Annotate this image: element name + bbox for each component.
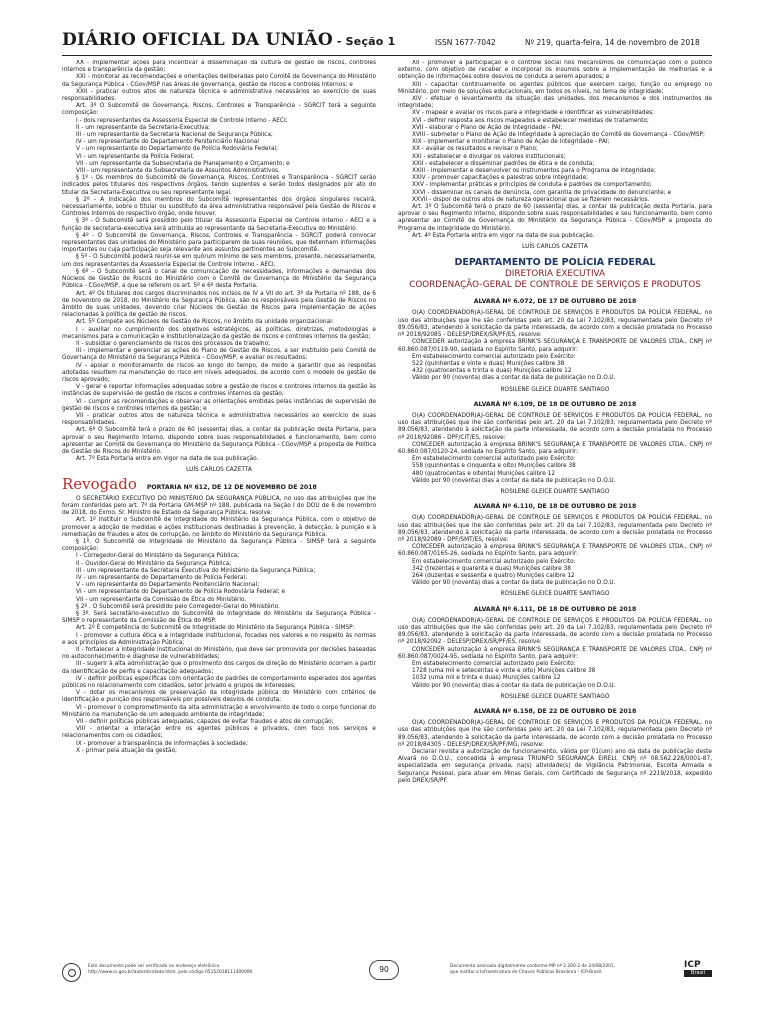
department-title: DEPARTAMENTO DE POLÍCIA FEDERAL	[454, 257, 656, 269]
paragraph: Art. 4º Os titulares dos cargos discriminados nos incisos de IV a VII do art. 3º da Portaria nº 188, de 6 de novembro de 2018, do Ministério da Segurança Pública, são os responsáveis pela Gestão de Riscos no âmbito de suas unidades, devendo criar Núcleos de Gestão de Riscos para implementação de ações relacionadas à política de gestão de riscos.	[62, 290, 376, 319]
paragraph: 480 (quatrocentas e oitenta) Munições calibre 12	[412, 470, 556, 477]
signature-line: Documento assinado digitalmente conforme MP nº 2.200-2 de 24/08/2001,	[450, 964, 616, 969]
paragraph: VI - um representante do Departamento de Polícia Rodoviária Federal; e	[76, 589, 286, 596]
verification-note	[88, 964, 318, 976]
paragraph: VI - um representante da Polícia Federal;	[76, 153, 195, 160]
paragraph: IV - apoiar o monitoramento de riscos ao longo do tempo, de modo a garantir que as respostas adotadas resultem na manutenção do risco em níveis adequados, de acordo com o modelo de gestão de riscos aprovado;	[62, 362, 376, 383]
paragraph: O(A) COORDENADOR(A)-GERAL DE CONTROLE DE SERVIÇOS E PRODUTOS DA POLÍCIA FEDERAL, no uso das atribuições que lhe são conferidas pelo art. 20 da Lei 7.102/83, regulamentada pelo Decreto nº 89.056/83, atendendo à solicitação da parte interessada, de acordo com a decisão prolatada no Processo nº 2018/84305 - DELESP/DREX/SR/PF/MG, resolve:	[398, 720, 712, 748]
alvara-heading: ALVARÁ Nº 6.158, DE 22 DE OUTUBRO DE 2018	[473, 708, 637, 716]
signature: LUÍS CARLOS CAZETTA	[186, 467, 252, 474]
paragraph: IV - definir políticas específicas com orientação de padrões de comportamento esperados dos agentes públicos no relacionamento com cidadãos, setor privado e grupos de interesses;	[62, 675, 376, 690]
paragraph: 558 (quinhentas e cinquenta e oito) Munições calibre 38	[412, 463, 576, 470]
paragraph: 522 (quinhentas e vinte e duas) Munições calibre 38	[412, 360, 565, 367]
paragraph: V - dotar os mecanismos de preservação da integridade pública do Ministério com critérios de identificação e punição dos responsáveis por possíveis desvios de conduta;	[62, 690, 376, 704]
signature: ROSILENE GLEICE DUARTE SANTIAGO	[500, 386, 610, 393]
department-heading	[398, 257, 712, 291]
section-label: - Seção 1	[332, 35, 396, 48]
paragraph: XVIII - submeter o Plano de Ação de Integridade à apreciação do Comitê de Governança - CGov/MSP;	[412, 132, 705, 139]
paragraph: XVII - elaborar o Plano de Ação de Integridade - PAI;	[412, 124, 563, 131]
paragraph: XXIII - implementar e desenvolver os instrumentos para o Programa de Integridade;	[412, 168, 656, 175]
paragraph: CONCEDER autorização à empresa BRINK'S SEGURANÇA E TRANSPORTE DE VALORES LTDA., CNPJ nº 60.860.087/0119-90, sediada no Espírito Santo, para adquirir:	[398, 339, 712, 353]
paragraph: 1032 (uma mil e trinta e duas) Munições calibre 12	[412, 675, 561, 682]
paragraph: § 3º. Será secretário-executivo do Subcomitê de Integridade do Ministério da Segurança Pública - SIMSP o representante da Comissão de Ética do MSP.	[62, 611, 376, 625]
icp-brasil-logo	[684, 960, 712, 982]
paragraph: III - um representante da Secretaria Executiva do Ministério da Segurança Pública;	[76, 567, 316, 574]
paragraph: XVI - definir resposta aos riscos mapeados e estabelecer medidas de tratamento;	[412, 117, 649, 124]
paragraph: O(A) COORDENADOR(A)-GERAL DE CONTROLE DE SERVIÇOS E PRODUTOS DA POLÍCIA FEDERAL, no uso das atribuições que lhe são conferidas pelo art. 20 da Lei 7.102/83, regulamentada pelo Decreto nº 89.056/83, atendendo à solicitação da parte interessada, de acordo com a decisão prolatada no Processo nº 2018/92086 - DPF/CIT/ES, resolve:	[398, 412, 712, 441]
paragraph: § 6º - O Subcomitê será o canal de comunicação de necessidades, informações e demandas dos Núcleos de Gestão de Riscos do Ministério com o Comitê de Governança do Ministério da Segurança Pública - CGov/MSP, a que se referem os art. 5º e 6º desta Portaria.	[62, 268, 376, 290]
paragraph: I - Corregedor-Geral do Ministério da Segurança Pública;	[76, 553, 240, 560]
alvara-heading: ALVARÁ Nº 6.111, DE 18 DE OUTUBRO DE 2018	[473, 605, 637, 613]
paragraph: V - gerar e reportar informações adequadas sobre a gestão de riscos e controles internos da gestão às instâncias de supervisão de gestão de riscos e controles internos da gestão;	[62, 384, 376, 398]
paragraph: XII - promover a participação e o controle social nos mecanismos de comunicação com o público externo, com objetivo de receber e incorporar os insumos sobre a implementação de melhorias e a obtenção de informações sobre desvios de conduta a serem apurados; e	[398, 60, 712, 81]
paragraph: V - um representante do Departamento Penitenciário Nacional;	[76, 582, 260, 589]
icp-logo-subtext: Brasil	[684, 970, 712, 977]
right-column	[398, 60, 712, 946]
alvara-heading: ALVARÁ Nº 6.110, DE 18 DE OUTUBRO DE 2018	[473, 503, 637, 511]
paragraph: IX - promover a transparência de informações à sociedade;	[76, 740, 248, 747]
issn: ISSN 1677-7042	[435, 38, 496, 47]
paragraph: VIII - orientar a interação entre os agentes públicos e privados, com foco nos serviços e relacionamentos com os cidadãos;	[62, 726, 376, 740]
paragraph: XXV - implementar práticas e princípios de conduta e padrões de comportamento;	[412, 182, 652, 189]
paragraph: III - um representante da Secretaria Nacional de Segurança Pública;	[76, 132, 273, 139]
signature: ROSILENE GLEICE DUARTE SANTIAGO	[500, 488, 610, 495]
paragraph: II - subsidiar o gerenciamento de riscos dos processos de trabalho;	[76, 340, 271, 347]
paragraph: XXVII - dispor de outros atos de natureza operacional que se fizerem necessários.	[412, 196, 650, 203]
signature-line: que institui a Infraestrutura de Chaves Públicas Brasileira - ICP-Brasil.	[450, 970, 603, 975]
paragraph: CONCEDER autorização à empresa BRINK'S SEGURANÇA E TRANSPORTE DE VALORES LTDA., CNPJ nº 60.860.087/0024-95, sediada no Espírito Santo, para adquirir:	[398, 646, 712, 660]
icp-logo-text: ICP	[684, 960, 701, 970]
directorate-title: DIRETORIA EXECUTIVA	[504, 269, 606, 280]
paragraph: Válido por 90 (noventa) dias a contar da data de publicação no D.O.U.	[412, 580, 616, 587]
paragraph: Art. 3º O Subcomitê terá o prazo de 60 (sessenta) dias, a contar da publicação desta Portaria, para aprovar o seu Regimento Interno, dispondo sobre suas responsabilidades e seu funcionamento, bem como apresentar ao Comitê de Governança do Ministério da Segurança Pública - CGov/MSP a proposta do Programa de Integridade do Ministério.	[398, 204, 712, 232]
signature: ROSILENE GLEICE DUARTE SANTIAGO	[500, 591, 610, 598]
paragraph: V - um representante do Departamento de Polícia Rodoviária Federal;	[76, 146, 278, 153]
newspaper-title: DIÁRIO OFICIAL DA UNIÃO - Seção 1	[62, 30, 396, 50]
paragraph: § 1º - Os membros do Subcomitê de Governança, Riscos, Controles e Transparência - SGRCIT serão indicados pelos titulares dos respectivos órgãos, tendo suplentes e serão todos designados por ato do titular da Secretaria-Executiva ou seu representante legal.	[62, 175, 376, 196]
alvara-heading: ALVARÁ Nº 6.072, DE 17 DE OUTUBRO DE 2018	[473, 298, 637, 306]
alvara-heading: ALVARÁ Nº 6.109, DE 18 DE OUTUBRO DE 2018	[473, 400, 637, 408]
paragraph: Art. 6º O Subcomitê terá o prazo de 60 (sessenta) dias, a contar da publicação desta Portaria, para aprovar o seu Regimento Interno, dispondo sobre suas responsabilidades e funcionamento, bem como apresentar ao Comitê de Governança do Ministério da Segurança Pública - CGov/MSP a proposta de Política de Gestão de Riscos do Ministério.	[62, 427, 376, 455]
paragraph: Art. 3º O Subcomitê de Governança, Riscos, Controles e Transparência - SGRCIT terá a seguinte composição:	[62, 103, 376, 117]
issue-number-date: Nº 219, quarta-feira, 14 de novembro de 2018	[525, 38, 700, 47]
paragraph: Em estabelecimento comercial autorizado pelo Exército:	[412, 558, 576, 565]
paragraph: 432 (quatrocentas e trinta e duas) Munições calibre 12	[412, 368, 572, 375]
paragraph: VII - um representante da Comissão de Ética do Ministério.	[76, 596, 247, 603]
paragraph: CONCEDER autorização à empresa BRINK'S SEGURANÇA E TRANSPORTE DE VALORES LTDA., CNPJ nº 60.860.087/0120-24, sediada no Espírito Santo, para adquirir:	[398, 441, 712, 455]
paragraph: CONCEDER autorização à empresa BRINK'S SEGURANÇA E TRANSPORTE DE VALORES LTDA., CNPJ nº 60.860.087/0165-26, sediada no Espírito Santo, para adquirir:	[398, 544, 712, 558]
paragraph: XXIV - promover capacitações e palestras sobre integridade;	[412, 175, 589, 182]
paragraph: Em estabelecimento comercial autorizado pelo Exército:	[412, 353, 576, 360]
paragraph: Art. 1º Instituir o Subcomitê de Integridade do Ministério da Segurança Pública, com o objetivo de promover a adoção de medidas e ações institucionais destinadas à prevenção, à detecção, à punição e à remediação de fraudes e atos de corrupção, no âmbito do Ministério da Segurança Pública.	[62, 517, 376, 538]
coordination-title: COORDENAÇÃO-GERAL DE CONTROLE DE SERVIÇOS E PRODUTOS	[409, 280, 701, 291]
paragraph: VII - definir políticas públicas adequadas, capazes de evitar fraudes e atos de corrupção;	[76, 719, 334, 726]
republic-seal-icon	[62, 963, 81, 982]
paragraph: Válido por 90 (noventa) dias a contar da data de publicação no D.O.U.	[412, 477, 616, 484]
paragraph: XXII - estabelecer e disseminar padrões de ética e de conduta;	[412, 160, 595, 167]
paragraph: O SECRETÁRIO EXECUTIVO DO MINISTÉRIO DA SEGURANÇA PÚBLICA, no uso das atribuições que lhe foram conferidas pelo art. 7º da Portaria GM-MSP nº 188, publicada na Seção I do DOU de 6 de novembro de 2018, do Exmo. Sr. Ministro de Estado da Segurança Pública, resolve:	[62, 495, 376, 517]
paragraph: Válido por 90 (noventa) dias a contar da data de publicação no D.O.U.	[412, 375, 616, 382]
paragraph: VIII - um representante da Subsecretaria de Assuntos Administrativos.	[76, 168, 280, 175]
paragraph: § 2º - A indicação dos membros do Subcomitê representantes dos órgãos singulares recairá, necessariamente, sobre o titular ou substituto da área administrativa responsável pela Gestão de Riscos e Controles Internos do respectivo órgão, onde houver.	[62, 196, 376, 218]
paragraph: 342 (trezentas e quarenta e duas) Munições calibre 38	[412, 565, 571, 572]
paragraph: Art. 5º Compete aos Núcleos de Gestão de Riscos, no âmbito da unidade organizacional:	[76, 319, 334, 326]
paragraph: XX - implementar ações para incentivar a disseminação da cultura de gestão de riscos, controles internos e transparência da gestão;	[62, 60, 376, 74]
signature: LUÍS CARLOS CAZETTA	[522, 244, 588, 251]
paragraph: O(A) COORDENADOR(A)-GERAL DE CONTROLE DE SERVIÇOS E PRODUTOS DA POLÍCIA FEDERAL, no uso das atribuições que lhe são conferidas pelo art. 20 da Lei 7.102/83, regulamentada pelo Decreto nº 89.056/83, atendendo à solicitação da parte interessada, de acordo com a decisão prolatada no Processo nº 2018/92085 - DELESP/DREX/SR/PF/ES, resolve:	[398, 310, 712, 339]
paragraph: VII - um representante da Subsecretaria de Planejamento e Orçamento; e	[76, 160, 290, 167]
paragraph: § 1º. O Subcomitê de Integridade do Ministério da Segurança Pública - SIMSP terá a seguinte composição:	[62, 539, 376, 553]
paragraph: Art. 7º Esta Portaria entra em vigor na data de sua publicação.	[76, 456, 259, 463]
paragraph: III - sugerir à alta administração que o provimento dos cargos de direção do Ministério ocorram a partir da identificação de perfis e capacitação adequados;	[62, 661, 376, 675]
page-header	[62, 26, 712, 56]
paragraph: XXVI - disseminar os canais de denúncia, com garantia de privacidade do denunciante; e	[412, 189, 672, 196]
page-number: 90	[369, 960, 399, 980]
paragraph: 1728 (uma mil e setecentas e vinte e oito) Munições calibre 38	[412, 668, 596, 675]
paragraph: I - dois representantes da Assessoria Especial de Controle Interno - AECI;	[76, 117, 288, 124]
paragraph: 264 (duzentas e sessenta e quatro) Munições calibre 12	[412, 572, 575, 579]
paragraph: XIX - implementar e monitorar o Plano de Ação de Integridade - PAI;	[412, 139, 610, 146]
paragraph: Válido por 90 (noventa) dias a contar da data de publicação no D.O.U.	[412, 682, 616, 689]
paragraph: § 4º - O Subcomitê de Governança, Riscos, Controles e Transparência - SGRCIT poderá convocar representantes das unidades do Ministério para participarem de suas reuniões, que detenham informações importantes ou cuja participação seja relevante aos assuntos pertinentes ao Subcomitê.	[62, 232, 376, 254]
portaria-heading: PORTARIA Nº 612, DE 12 DE NOVEMBRO DE 2018	[146, 483, 317, 491]
paragraph: I - auxiliar no cumprimento dos objetivos estratégicos, as políticas, diretrizes, metodologias e mecanismos para a comunicação e institucionalização da gestão de riscos e controles internos da gestão;	[62, 326, 376, 340]
paragraph: § 3º - O Subcomitê será presidido pelo titular da Assessoria Especial de Controle Interno - AECI e a função de secretaria-executiva será atribuída ao representante da Secretaria-Executiva do Ministério.	[62, 218, 376, 232]
paragraph: Em estabelecimento comercial autorizado pelo Exército:	[412, 456, 576, 463]
paragraph: Em estabelecimento comercial autorizado pelo Exército:	[412, 661, 576, 668]
paragraph: VI - promover o comprometimento da alta administração e envolvimento de todo o corpo funcional do Ministério na manutenção de um adequado ambiente de integridade;	[62, 704, 376, 718]
paragraph: § 2º . O Subcomitê será presidido pelo Corregedor-Geral do Ministério.	[76, 603, 280, 610]
paragraph: XIV - efetuar o levantamento da situação das unidades, dos mecanismos e dos instrumentos de integridade;	[398, 96, 712, 110]
paragraph: XIII - capacitar continuamente os agentes públicos que exercem cargo, função ou emprego no Ministério, por meio de soluções educacionais, em todos os níveis, no tema de integridade;	[398, 81, 712, 95]
paragraph: XX - avaliar os resultados e revisar o Plano;	[412, 146, 538, 153]
page-footer	[62, 962, 712, 990]
paragraph: XXI - estabelecer e divulgar os valores institucionais;	[412, 153, 566, 160]
paragraph: I - promover a cultura ética e a integridade institucional, focadas nos valores e no respeito às normas e aos princípios da Administração Pública;	[62, 632, 376, 646]
paragraph: VII - praticar outros atos de natureza técnica e administrativa necessários ao exercício de suas responsabilidades.	[62, 412, 376, 427]
paragraph: O(A) COORDENADOR(A)-GERAL DE CONTROLE DE SERVIÇOS E PRODUTOS DA POLÍCIA FEDERAL, no uso das atribuições que lhe são conferidas pelo art. 20 da Lei 7.102/83, regulamentada pelo Decreto nº 89.056/83, atendendo à solicitação da parte interessada, de acordo com a decisão prolatada no Processo nº 2018/92092 - DELESP/DREX/SR/PF/ES, resolve:	[398, 617, 712, 646]
paragraph: Art. 2º É competência do Subcomitê de Integridade do Ministério da Segurança Pública - SIMSP:	[76, 625, 355, 632]
revoked-block	[62, 474, 376, 493]
signature: ROSILENE GLEICE DUARTE SANTIAGO	[500, 693, 610, 700]
paragraph: Declarar revista a autorização de funcionamento, válida por 01(um) ano da data de publicação deste Alvará no D.O.U., concedida à empresa TRIUNFO SEGURANÇA EIRELI, CNPJ nº 08.562.228/0001-87, especializada em segurança privada, na(s) atividade(s) de Vigilância Patrimonial, Escolta Armada e Segurança Pessoal, para atuar em Minas Gerais, com Certificado de Segurança nº 2219/2018, expedido pelo DREX/SR/PF.	[398, 749, 712, 784]
verification-link[interactable]: http://www.in.gov.br/autenticidade.html, pelo código 05152018111400090	[88, 970, 253, 975]
paragraph: IV - um representante do Departamento Penitenciário Nacional	[76, 139, 259, 146]
paragraph: II - Ouvidor-Geral do Ministério da Segurança Pública;	[76, 560, 232, 567]
paragraph: VI - cumprir as recomendações e observar as orientações emitidas pelas instâncias de supervisão de gestão de riscos e controles internos da gestão; e	[62, 398, 376, 412]
paragraph: IV - um representante do Departamento de Polícia Federal;	[76, 575, 248, 582]
paragraph: O(A) COORDENADOR(A)-GERAL DE CONTROLE DE SERVIÇOS E PRODUTOS DA POLÍCIA FEDERAL, no uso das atribuições que lhe são conferidas pelo art. 20 da Lei 7.102/83, regulamentada pelo Decreto nº 89.056/83, atendendo à solicitação da parte interessada, de acordo com a decisão prolatada no Processo nº 2018/92089 - DPF/SMT/ES, resolve:	[398, 515, 712, 543]
paragraph: XXII - praticar outros atos de natureza técnica e administrativa necessários ao exercício de suas responsabilidades.	[62, 88, 376, 103]
paragraph: XV - mapear e avaliar os riscos para a integridade e identificar as vulnerabilidades;	[412, 110, 655, 117]
paragraph: X - primar pela atuação da gestão;	[76, 747, 177, 754]
revoked-stamp: Revogado	[62, 474, 137, 493]
signature-note	[450, 964, 668, 976]
verification-line: Este documento pode ser verificado no endereço eletrônico	[88, 964, 220, 969]
paragraph: III - implementar e gerenciar as ações do Plano de Gestão de Riscos, a ser instituído pelo Comitê de Governança do Ministério da Segurança Pública - CGov/MSP, e avaliar os resultados;	[62, 348, 376, 362]
paragraph: II - fortalecer a integridade institucional do Ministério, que deve ser promovida por decisões baseadas no autoconhecimento e diagnose de vulnerabilidades;	[62, 647, 376, 661]
paragraph: XXI - monitorar as recomendações e orientações deliberadas pelo Comitê de Governança do Ministério da Segurança Pública - CGov/MSP nas áreas de governança, gestão de riscos e controles internos; e	[62, 74, 376, 88]
paragraph: Art. 4º Esta Portaria entra em vigor na data de sua publicação.	[412, 232, 595, 239]
paragraph: II - um representante da Secretaria-Executiva;	[76, 124, 211, 131]
paragraph: § 5º - O Subcomitê poderá reunir-se em quórum mínimo de seis membros, presente, necessariamente, um dos representantes da Assessoria Especial de Controle Interno - AECI.	[62, 254, 376, 268]
left-column	[62, 60, 376, 946]
